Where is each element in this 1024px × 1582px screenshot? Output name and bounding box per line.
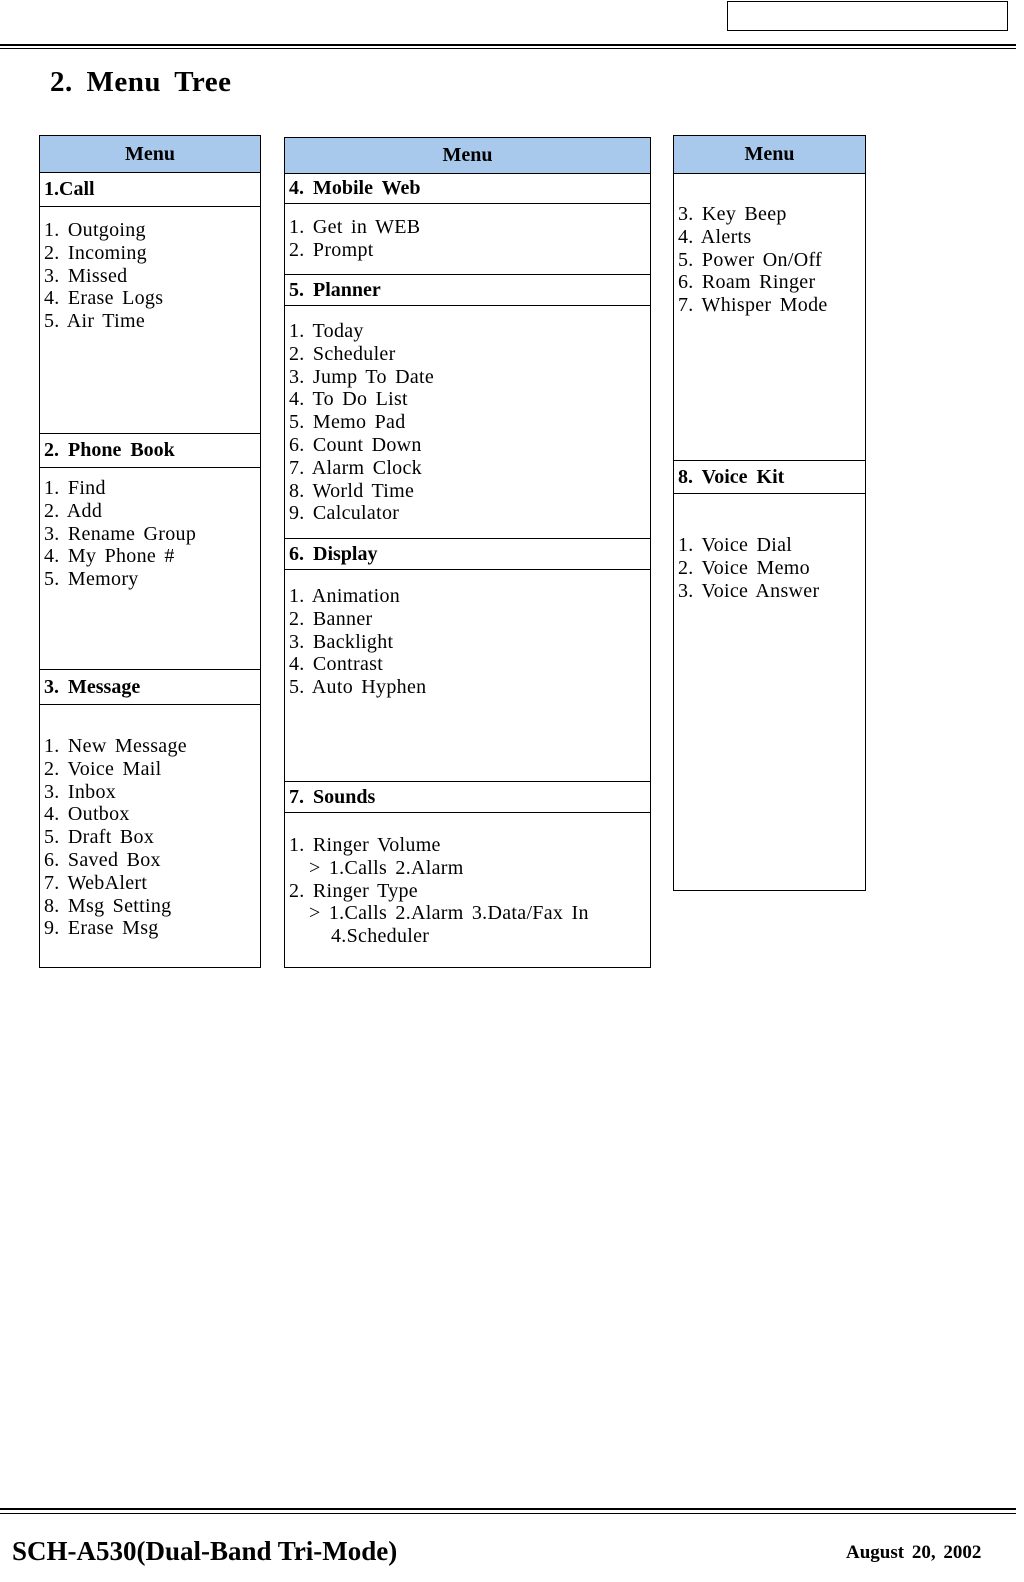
list-item: 5. Memory (44, 568, 139, 591)
list-item: 4. Outbox (44, 803, 130, 826)
footer-date: August 20, 2002 (846, 1542, 982, 1563)
list-item: 9. Calculator (289, 502, 400, 525)
section-display-title: 6. Display (285, 538, 650, 570)
list-item: 2. Ringer Type (289, 879, 418, 902)
section-sounds-list (289, 834, 589, 948)
list-item: 2. Voice Memo (678, 556, 810, 579)
column-head: Menu (674, 136, 865, 174)
list-item: 1. Outgoing (44, 219, 146, 241)
list-item-sub: > 1.Calls 2.Alarm 3.Data/Fax In (309, 902, 589, 925)
list-item: 2. Prompt (289, 238, 374, 261)
list-item: 1. Get in WEB (289, 216, 421, 238)
list-item: 3. Inbox (44, 780, 117, 803)
list-item: 4. To Do List (289, 388, 408, 411)
menu-column-3 (673, 135, 866, 891)
list-item: 5. Power On/Off (678, 248, 823, 271)
footer-model: SCH-A530(Dual-Band Tri-Mode) (12, 1536, 398, 1566)
list-item: 4. Contrast (289, 653, 384, 676)
column-head: Menu (40, 136, 260, 173)
section-mobile-web-title: 4. Mobile Web (285, 173, 650, 204)
section-phone-book-list (44, 477, 196, 591)
list-item: 5. Air Time (44, 310, 145, 333)
list-item: 2. Voice Mail (44, 757, 162, 780)
list-item: 9. Erase Msg (44, 917, 159, 940)
list-item: 3. Missed (44, 264, 128, 287)
section-sounds-cont-list (678, 203, 828, 317)
section-display-list (289, 585, 426, 699)
list-item: 1. Animation (289, 585, 401, 607)
list-item: 7. Alarm Clock (289, 456, 422, 479)
list-item: 2. Add (44, 499, 103, 522)
list-item: 6. Roam Ringer (678, 271, 816, 294)
section-voice-kit-list (678, 534, 819, 602)
list-item: 6. Count Down (289, 433, 422, 456)
section-planner-list (289, 320, 434, 525)
section-planner-title: 5. Planner (285, 274, 650, 306)
list-item: 5. Draft Box (44, 826, 155, 849)
list-item: 3. Key Beep (678, 203, 787, 225)
list-item: 7. Whisper Mode (678, 294, 828, 317)
list-item: 4. My Phone # (44, 545, 175, 568)
footer-rule (0, 1508, 1016, 1510)
list-item: 1. Today (289, 320, 364, 342)
header-box (727, 1, 1008, 31)
section-phone-book-title: 2. Phone Book (40, 433, 260, 468)
section-call-list (44, 219, 163, 333)
section-mobile-web-list (289, 216, 420, 262)
list-item: 5. Auto Hyphen (289, 676, 427, 699)
page-title: 2. Menu Tree (50, 66, 232, 98)
menu-column-2 (284, 137, 651, 968)
list-item: 1. Find (44, 477, 106, 499)
section-message-list (44, 735, 187, 940)
list-item-sub: 4.Scheduler (331, 925, 430, 948)
list-item: 4. Alerts (678, 225, 752, 248)
header-rule (0, 44, 1016, 46)
list-item: 8. World Time (289, 479, 415, 502)
list-item: 2. Scheduler (289, 342, 396, 365)
list-item: 6. Saved Box (44, 848, 161, 871)
section-call-title: 1.Call (40, 172, 260, 207)
list-item: 2. Incoming (44, 241, 147, 264)
list-item: 5. Memo Pad (289, 411, 406, 434)
section-message-title: 3. Message (40, 669, 260, 705)
list-item: 3. Voice Answer (678, 579, 820, 602)
column-head: Menu (285, 138, 650, 174)
list-item: 2. Banner (289, 607, 373, 630)
menu-column-1 (39, 135, 261, 968)
list-item: 1. Voice Dial (678, 534, 793, 556)
list-item: 7. WebAlert (44, 871, 148, 894)
list-item: 1. Ringer Volume (289, 834, 441, 856)
list-item: 4. Erase Logs (44, 287, 164, 310)
section-sounds-title: 7. Sounds (285, 781, 650, 813)
list-item: 3. Backlight (289, 630, 394, 653)
section-voice-kit-title: 8. Voice Kit (674, 460, 865, 494)
list-item: 3. Jump To Date (289, 365, 435, 388)
list-item-sub: > 1.Calls 2.Alarm (309, 856, 464, 879)
list-item: 1. New Message (44, 735, 187, 757)
list-item: 8. Msg Setting (44, 894, 172, 917)
list-item: 3. Rename Group (44, 522, 197, 545)
footer-rule-thin (0, 1513, 1016, 1514)
header-rule-thin (0, 48, 1016, 49)
